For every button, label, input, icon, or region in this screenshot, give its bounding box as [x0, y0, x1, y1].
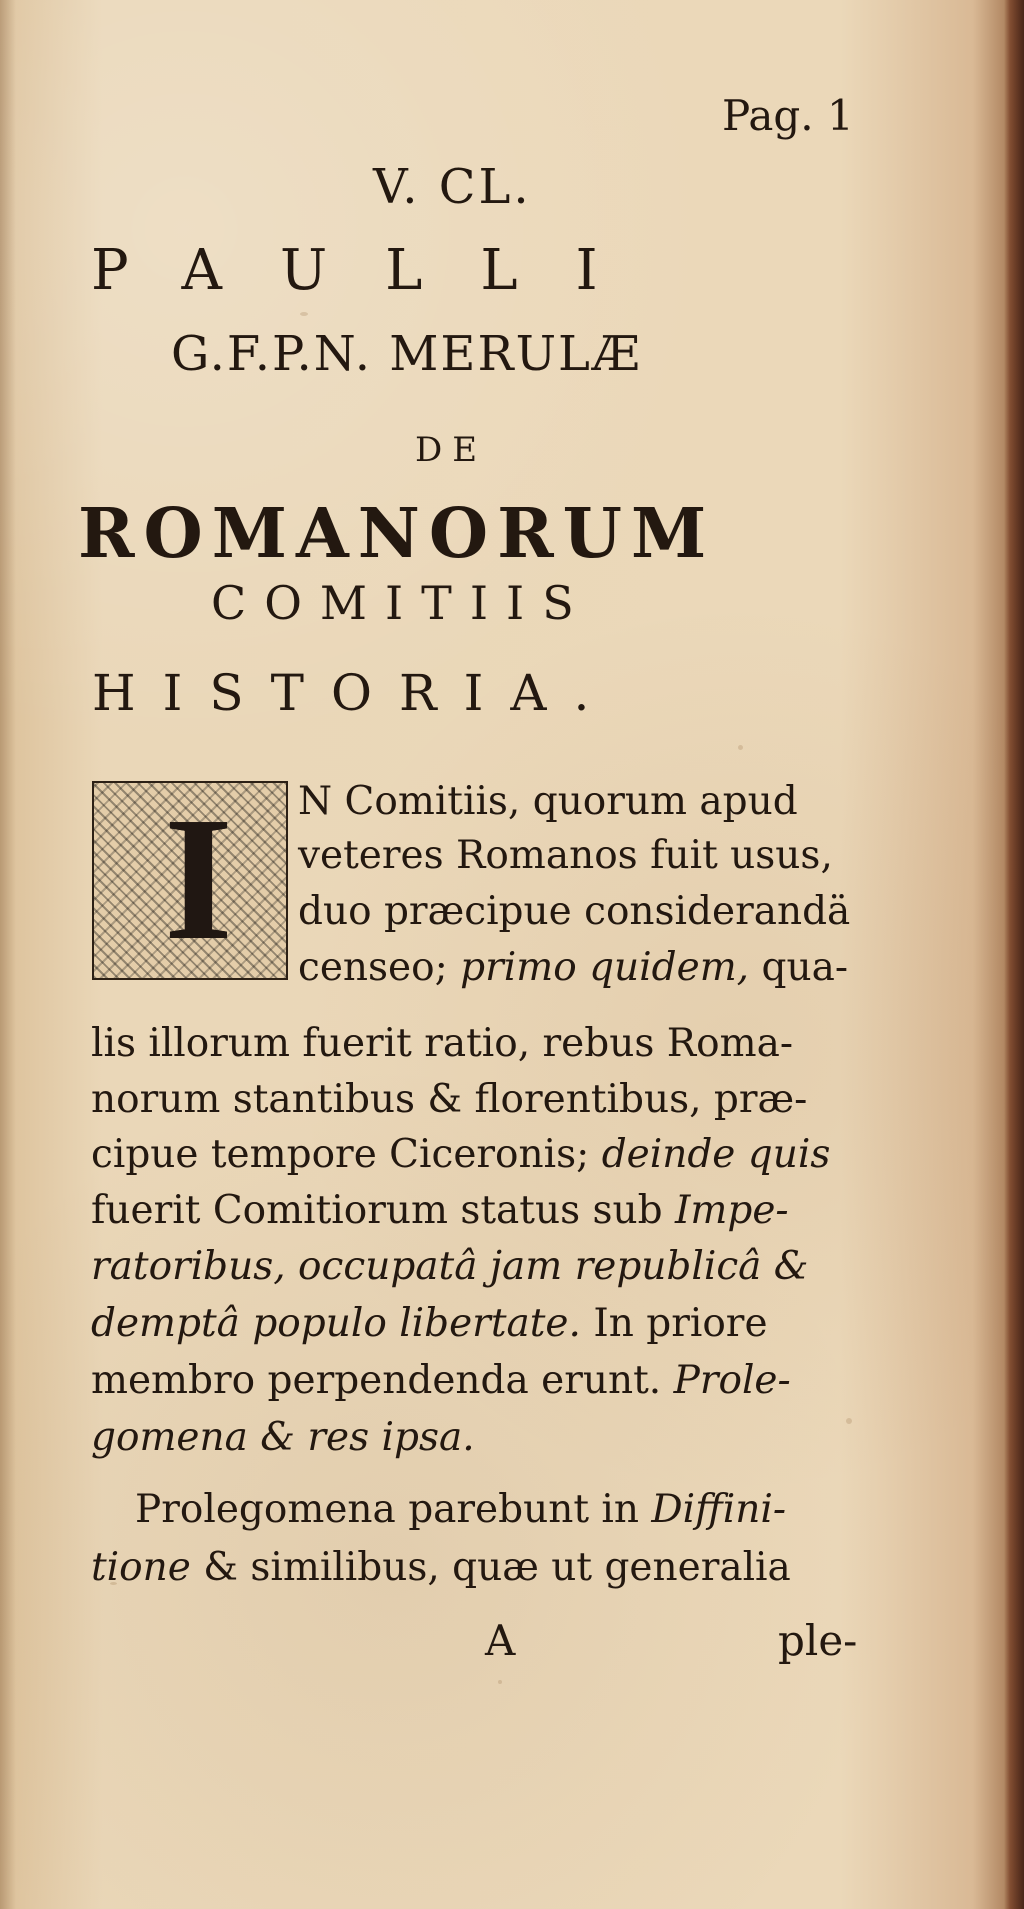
decorative-initial [92, 781, 288, 980]
paper-speck [738, 745, 743, 750]
body-line-13-a: Prolegomena parebunt in [135, 1487, 652, 1532]
paper-speck [300, 312, 308, 316]
body-line-3: duo præcipue considerandä [298, 889, 851, 934]
body-line-9: ratoribus, occupatâ jam republicâ & [91, 1244, 809, 1289]
body-line-11 [91, 1358, 791, 1403]
body-line-14-a: tione [91, 1545, 191, 1590]
header-line-6: COMITIIS [211, 576, 592, 630]
body-line-10-a: demptâ populo libertate. [91, 1301, 581, 1346]
body-line-1: N Comitiis, quorum apud [298, 779, 798, 824]
header-line-4: DE [415, 430, 488, 470]
body-line-8 [91, 1188, 789, 1233]
right-book-edge [1004, 0, 1024, 1909]
body-line-11-b: Prole- [673, 1358, 791, 1403]
body-line-4-b: primo quidem, [460, 945, 750, 990]
body-line-4 [298, 945, 848, 990]
header-line-3: G.F.P.N. MERULÆ [171, 326, 642, 382]
body-line-4-c: qua- [761, 945, 848, 990]
body-line-10-b: In priore [593, 1301, 768, 1346]
header-line-5: ROMANORUM [78, 494, 716, 574]
body-line-4-a: censeo; [298, 945, 461, 990]
header-line-2: PAULLI [91, 238, 656, 303]
body-line-12: gomena & res ipsa. [91, 1415, 475, 1460]
left-page-shadow [0, 0, 16, 1909]
header-line-7: HISTORIA. [92, 664, 617, 722]
body-line-10 [91, 1301, 768, 1346]
page-label: Pag. 1 [722, 91, 854, 140]
body-line-14 [91, 1545, 791, 1590]
paper-speck [498, 1680, 502, 1684]
body-line-7 [91, 1132, 831, 1177]
body-line-8-b: Impe- [675, 1188, 789, 1233]
body-line-13-b: Diffini- [651, 1487, 787, 1532]
initial-letter: I [164, 781, 233, 977]
body-line-7-a: cipue tempore Ciceronis; [91, 1132, 602, 1177]
body-line-13 [135, 1487, 787, 1532]
paper-speck [846, 1418, 852, 1424]
body-line-6: norum stantibus & florentibus, præ- [91, 1077, 808, 1122]
body-line-7-b: deinde quis [601, 1132, 831, 1177]
body-line-14-b: & similibus, quæ ut generalia [203, 1545, 791, 1590]
catchword-right: ple- [778, 1616, 858, 1665]
body-line-2: veteres Romanos fuit usus, [298, 833, 833, 878]
header-line-1: V. CL. [373, 159, 532, 215]
body-line-8-a: fuerit Comitiorum status sub [91, 1188, 675, 1233]
body-line-5: lis illorum fuerit ratio, rebus Roma- [91, 1021, 793, 1066]
catchword-left: A [485, 1616, 516, 1665]
body-line-11-a: membro perpendenda erunt. [91, 1358, 674, 1403]
